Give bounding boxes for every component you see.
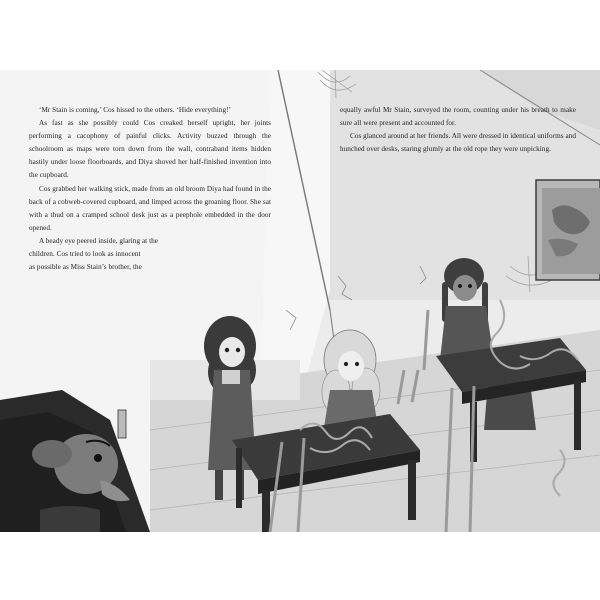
text-line: children. Cos tried to look as innocent: [29, 250, 141, 259]
right-page-text: [340, 104, 576, 156]
wrap-paragraph: [29, 235, 271, 274]
paragraph: equally awful Mr Stain, surveyed the room, counting under his breath to make sure all were present and accounted for.: [340, 106, 576, 128]
book-spread: [0, 70, 600, 532]
paragraph: As fast as she possibly could Cos creaked herself upright, her joints performing a cacophony of painful clicks. Activity buzzed through the schoolroom as maps were torn down from the wall, contraband items hidden hastily under loose floorboards, and Diya shoved her half-finished invention into the cupboard.: [29, 119, 271, 180]
paragraph: ‘Mr Stain is coming,’ Cos hissed to the others. ‘Hide everything!’: [39, 106, 232, 114]
text-line: as possible as Miss Stain’s brother, the: [29, 263, 142, 272]
text-line: A beady eye peered inside, glaring at the: [39, 236, 159, 245]
wall-map: [536, 180, 600, 280]
left-page-text: [29, 104, 271, 274]
mr-stain-doorway: [0, 390, 150, 532]
paragraph: Cos grabbed her walking stick, made from an old broom Diya had found in the back of a cobweb-covered cupboard, and limped across the groaning floor. She sat with a thud on a cramped school desk just as a peephole embedded in the door opened.: [29, 184, 271, 232]
paragraph: Cos glanced around at her friends. All were dressed in identical uniforms and hunched over desks, staring glumly at the old rope they were unpicking.: [340, 132, 576, 154]
